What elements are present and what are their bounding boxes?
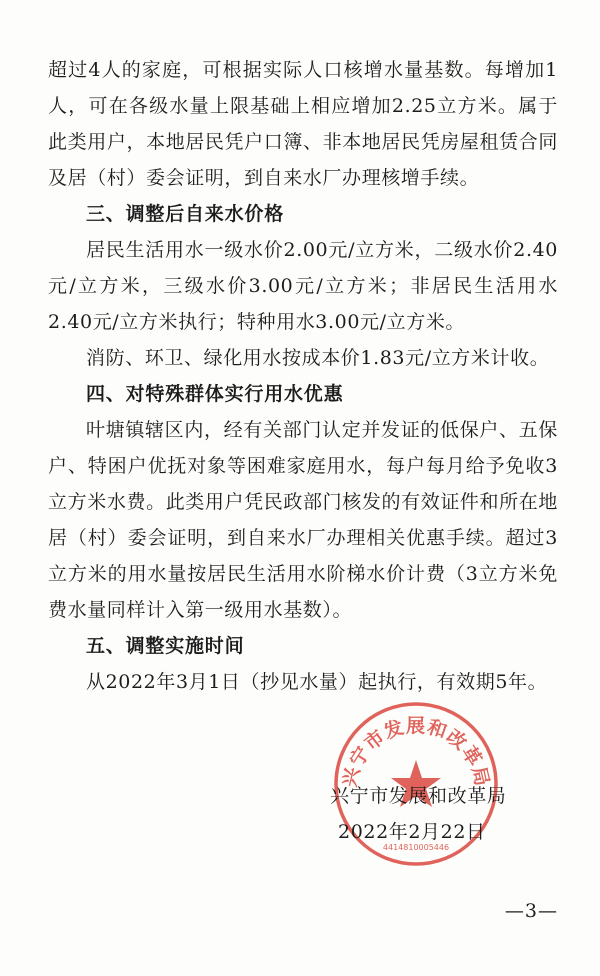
signature-organization: 兴宁市发展和改革局 (330, 785, 507, 807)
paragraph-water-prices: 居民生活用水一级水价2.00元/立方米，二级水价2.40元/立方米，三级水价3.00元/立方米；非居民生活用水2.40元/立方米执行；特种用水3.00元/立方米。 (48, 239, 558, 333)
heading-section-5: 五、调整实施时间 (86, 635, 245, 657)
paragraph-public-water-price: 消防、环卫、绿化用水按成本价1.83元/立方米计收。 (86, 347, 550, 369)
heading-section-3: 三、调整后自来水价格 (86, 203, 285, 225)
paragraph-effective-date: 从2022年3月1日（抄见水量）起执行，有效期5年。 (86, 671, 548, 693)
signature-date: 2022年2月22日 (338, 821, 486, 843)
svg-text:4414810005446: 4414810005446 (382, 843, 450, 852)
svg-text:兴宁市发展和改革局: 兴宁市发展和改革局 (338, 715, 494, 790)
paragraph-special-groups: 叶塘镇辖区内，经有关部门认定并发证的低保户、五保户、特困户优抚对象等困难家庭用水，每户每月给予免收3立方米水费。此类用户凭民政部门核发的有效证件和所在地居（村）委会证明，到自来水厂办理相关优惠手续。超过3立方米的用水量按居民生活用水阶梯水价计费（3立方米免费水量同样计入第一级用水基数）。 (48, 419, 558, 621)
page-number: —3— (504, 900, 558, 922)
heading-section-4: 四、对特殊群体实行用水优惠 (86, 383, 344, 405)
paragraph-household-size: 超过4人的家庭，可根据实际人口核增水量基数。每增加1人，可在各级水量上限基础上相应增加2.25立方米。属于此类用户，本地居民凭户口簿、非本地居民凭房屋租赁合同及居（村）委会证明，到自来水厂办理核增手续。 (48, 59, 558, 189)
